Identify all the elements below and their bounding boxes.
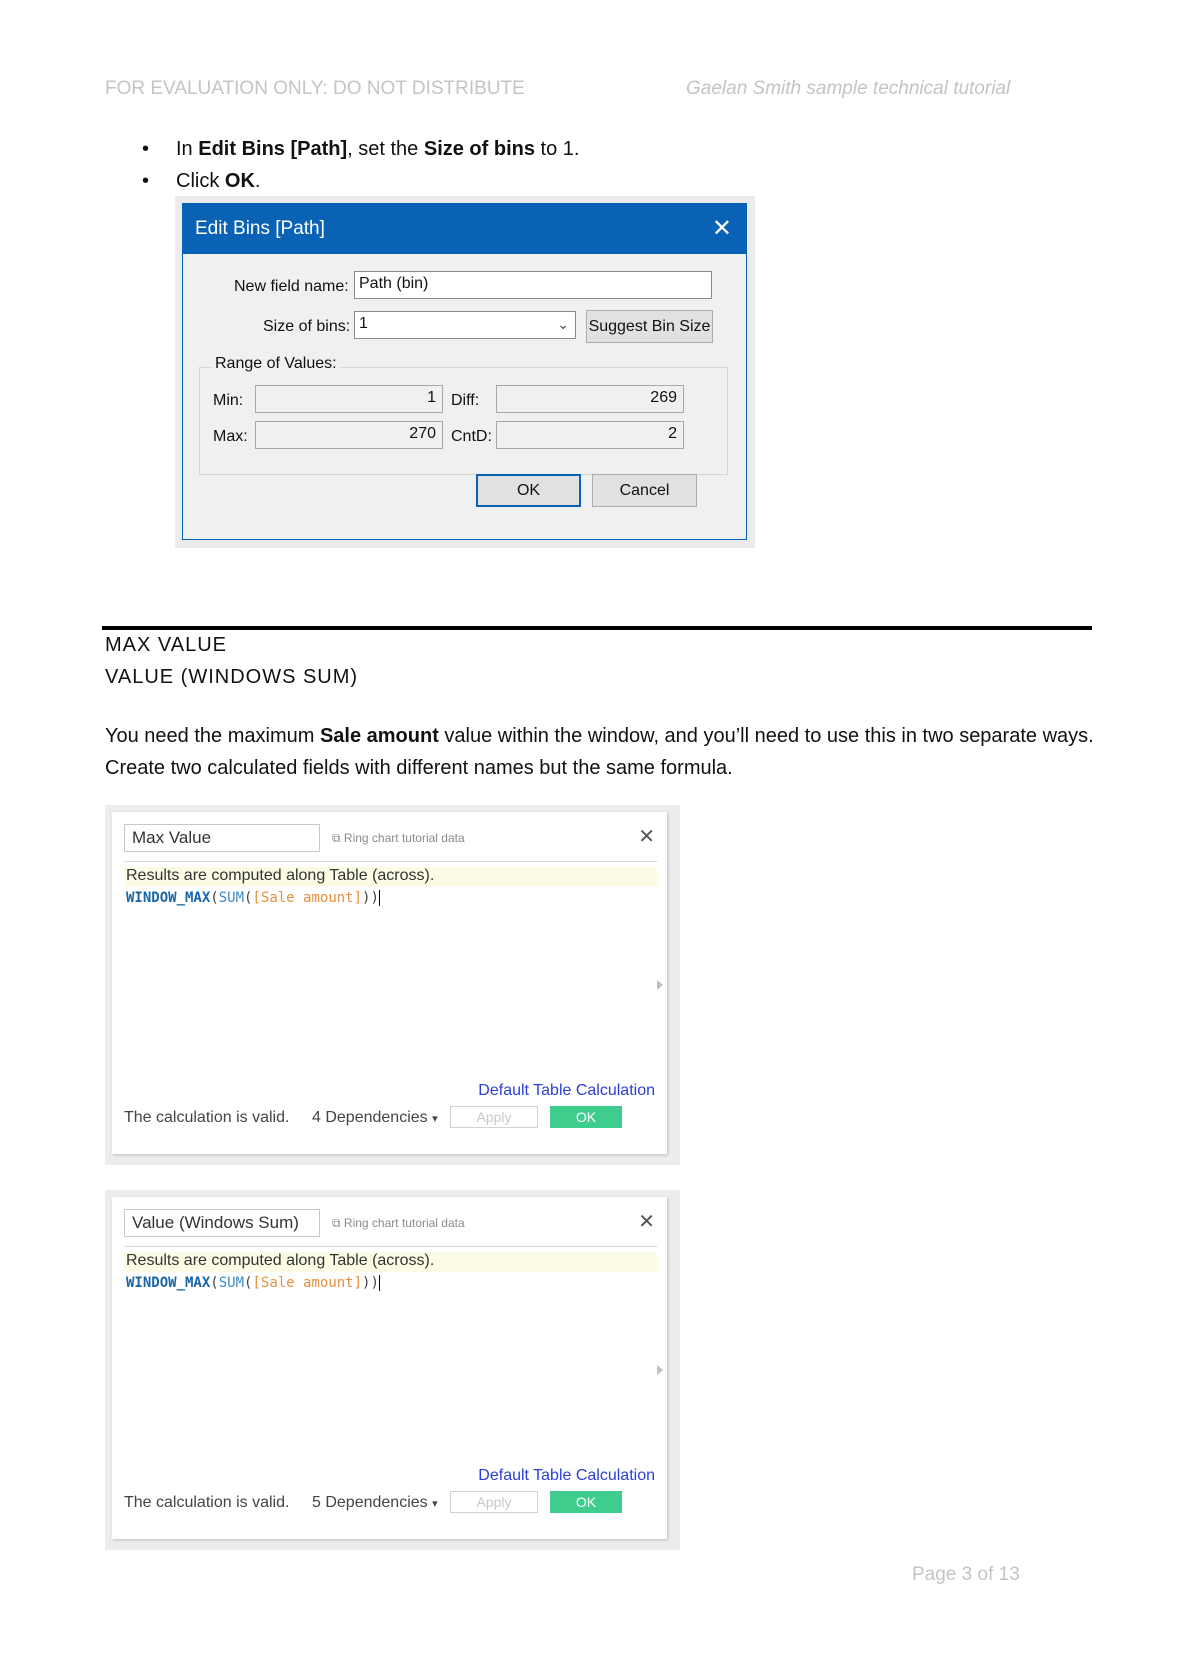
data-source-label bbox=[332, 1216, 465, 1231]
ok-button[interactable]: OK bbox=[550, 1106, 622, 1128]
diff-value-field: 269 bbox=[496, 385, 684, 413]
para-text: You need the maximum bbox=[105, 725, 320, 747]
dialog-title: Edit Bins [Path] bbox=[195, 218, 325, 239]
max-label: Max: bbox=[213, 428, 248, 445]
dependencies-label: 5 Dependencies bbox=[312, 1494, 428, 1511]
header-left: FOR EVALUATION ONLY: DO NOT DISTRIBUTE bbox=[105, 78, 525, 99]
new-field-label: New field name: bbox=[234, 278, 349, 295]
page-number: Page 3 of 13 bbox=[912, 1564, 1020, 1585]
max-value-field: 270 bbox=[255, 421, 443, 449]
size-of-bins-select[interactable] bbox=[354, 311, 576, 339]
divider bbox=[124, 1246, 657, 1247]
list-text: to 1. bbox=[534, 138, 580, 160]
para-text: value within the window, and you’ll need to use this in two separate ways. Create two calculated fields with different names but the same formula. bbox=[105, 725, 1094, 779]
size-of-bins-value: 1 bbox=[359, 315, 368, 332]
formula-editor[interactable] bbox=[126, 890, 380, 906]
calc-hint: Results are computed along Table (across). bbox=[124, 1252, 657, 1272]
formula-function: WINDOW_MAX bbox=[126, 1275, 211, 1291]
cancel-button[interactable]: Cancel bbox=[592, 474, 697, 507]
list-text: , set the bbox=[347, 138, 424, 160]
body-paragraph bbox=[105, 720, 1105, 784]
min-value-field: 1 bbox=[255, 385, 443, 413]
validation-status: The calculation is valid. bbox=[124, 1494, 290, 1511]
calc-editor-frame bbox=[105, 805, 680, 1165]
header-right: Gaelan Smith sample technical tutorial bbox=[686, 78, 1011, 99]
formula-function: SUM bbox=[218, 890, 245, 906]
size-of-bins-label: Size of bins: bbox=[263, 318, 351, 335]
apply-button[interactable]: Apply bbox=[450, 1491, 538, 1513]
list-item bbox=[142, 133, 579, 165]
bullet-icon: • bbox=[142, 138, 150, 160]
dialog-title-bar bbox=[183, 204, 746, 254]
list-bold: OK bbox=[224, 170, 255, 192]
cntd-value-field: 2 bbox=[496, 421, 684, 449]
dependencies-dropdown[interactable] bbox=[312, 1109, 438, 1127]
ok-button[interactable]: OK bbox=[550, 1491, 622, 1513]
divider bbox=[124, 861, 657, 862]
default-table-calculation-link[interactable]: Default Table Calculation bbox=[478, 1082, 655, 1099]
list-text: Click bbox=[176, 170, 225, 192]
formula-paren: ( bbox=[244, 1275, 253, 1291]
min-label: Min: bbox=[213, 392, 244, 409]
text-caret bbox=[379, 1275, 380, 1291]
data-source-label bbox=[332, 831, 465, 846]
section-heading-value-windows-sum: VALUE (WINDOWS SUM) bbox=[105, 666, 359, 688]
list-bold: Edit Bins [Path] bbox=[198, 138, 348, 160]
instruction-list bbox=[142, 133, 579, 197]
list-text: In bbox=[176, 138, 199, 160]
caret-down-icon: ▾ bbox=[432, 1113, 438, 1125]
formula-paren: ( bbox=[244, 890, 253, 906]
formula-function: WINDOW_MAX bbox=[126, 890, 211, 906]
list-item bbox=[142, 165, 579, 197]
data-source-text: Ring chart tutorial data bbox=[343, 1216, 465, 1230]
section-heading-max-value: MAX VALUE bbox=[105, 634, 227, 656]
chevron-down-icon: ⌄ bbox=[557, 316, 569, 332]
calc-name-input[interactable]: Value (Windows Sum) bbox=[124, 1209, 320, 1237]
suggest-bin-size-button[interactable]: Suggest Bin Size bbox=[586, 310, 713, 343]
close-icon[interactable]: ✕ bbox=[711, 215, 732, 242]
diff-label: Diff: bbox=[451, 392, 480, 409]
formula-paren: ( bbox=[210, 1275, 219, 1291]
list-bold: Size of bins bbox=[423, 138, 535, 160]
dependencies-label: 4 Dependencies bbox=[312, 1109, 428, 1126]
bullet-icon: • bbox=[142, 170, 150, 192]
formula-editor[interactable] bbox=[126, 1275, 380, 1291]
data-source-text: Ring chart tutorial data bbox=[343, 831, 465, 845]
expand-arrow-icon[interactable] bbox=[657, 1365, 663, 1375]
cntd-label: CntD: bbox=[451, 428, 492, 445]
formula-paren: )) bbox=[362, 890, 379, 906]
calc-editor-value-windows-sum bbox=[112, 1197, 667, 1539]
calc-name-input[interactable]: Max Value bbox=[124, 824, 320, 852]
section-divider bbox=[102, 626, 1092, 630]
close-icon[interactable]: ✕ bbox=[638, 826, 655, 848]
text-caret bbox=[379, 890, 380, 906]
datasource-icon: ⧉ bbox=[332, 1216, 341, 1230]
formula-function: SUM bbox=[218, 1275, 245, 1291]
formula-paren: ( bbox=[210, 890, 219, 906]
para-bold: Sale amount bbox=[319, 725, 439, 747]
default-table-calculation-link[interactable]: Default Table Calculation bbox=[478, 1467, 655, 1484]
formula-paren: )) bbox=[362, 1275, 379, 1291]
validation-status: The calculation is valid. bbox=[124, 1109, 290, 1126]
list-text: . bbox=[254, 170, 261, 192]
datasource-icon: ⧉ bbox=[332, 831, 341, 845]
dependencies-dropdown[interactable] bbox=[312, 1494, 438, 1512]
new-field-name-input[interactable]: Path (bin) bbox=[354, 271, 712, 299]
apply-button[interactable]: Apply bbox=[450, 1106, 538, 1128]
expand-arrow-icon[interactable] bbox=[657, 980, 663, 990]
calc-editor-frame bbox=[105, 1190, 680, 1550]
close-icon[interactable]: ✕ bbox=[638, 1211, 655, 1233]
formula-field: [Sale amount] bbox=[252, 890, 363, 906]
calc-hint: Results are computed along Table (across). bbox=[124, 867, 657, 887]
edit-bins-dialog bbox=[182, 203, 747, 540]
ok-button[interactable]: OK bbox=[476, 474, 581, 507]
range-of-values-label: Range of Values: bbox=[211, 355, 341, 373]
caret-down-icon: ▾ bbox=[432, 1498, 438, 1510]
formula-field: [Sale amount] bbox=[252, 1275, 363, 1291]
calc-editor-max-value bbox=[112, 812, 667, 1154]
